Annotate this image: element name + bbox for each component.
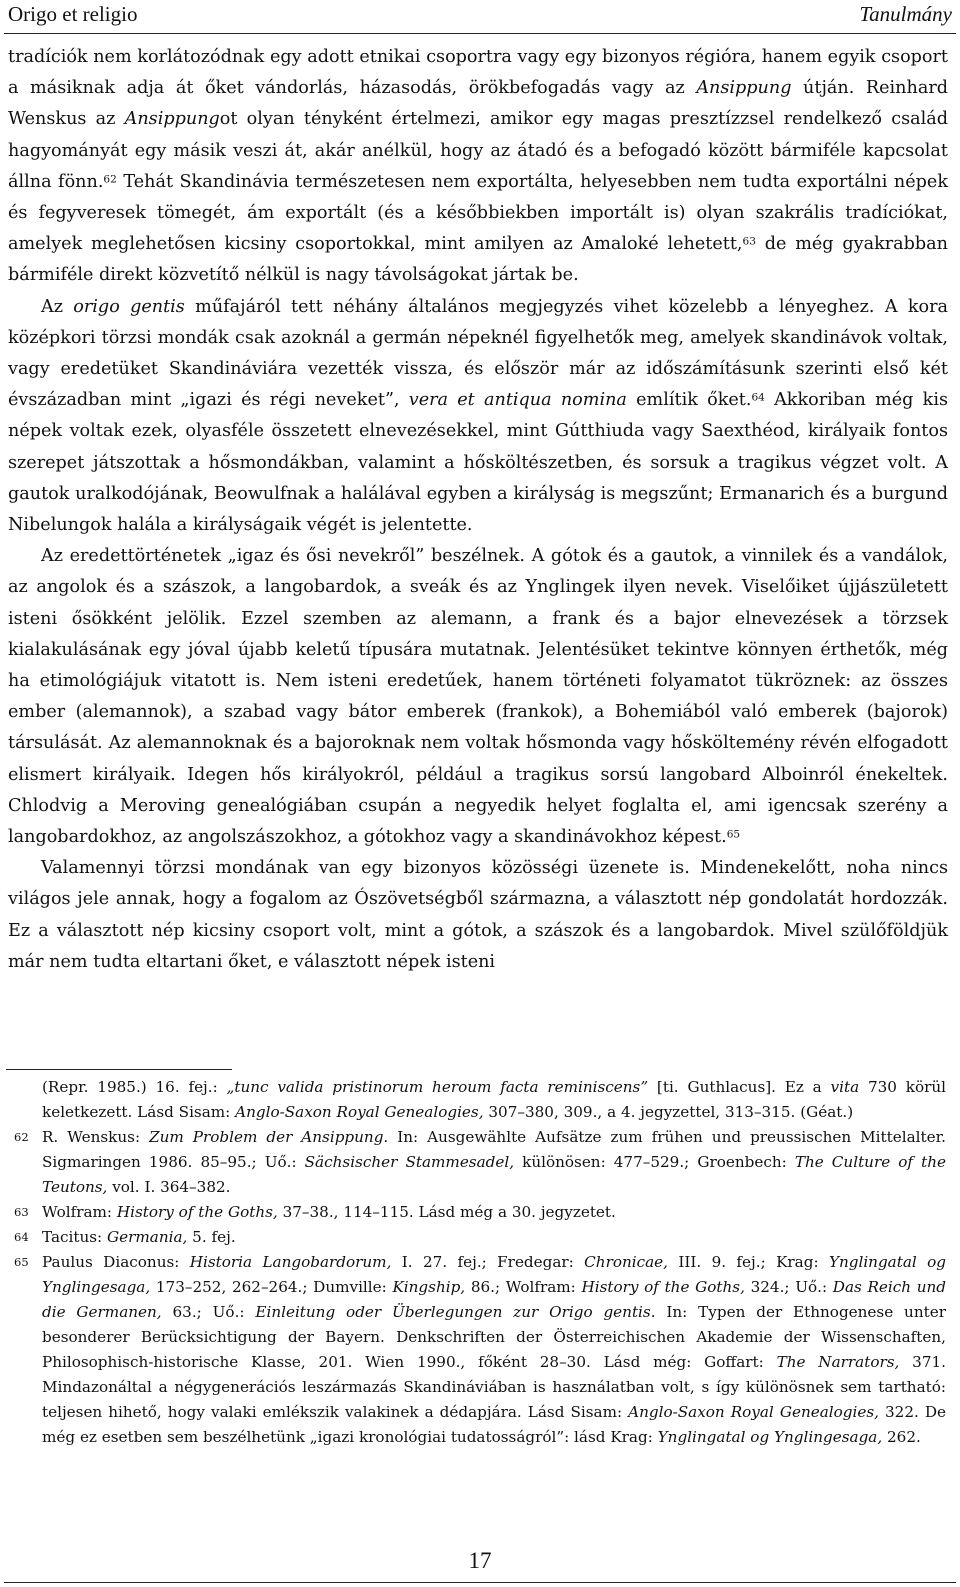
footnote-64 <box>8 1225 946 1250</box>
text-run: 322. De még ez esetben sem beszélhetünk „igazi kronológiai tudatosságról”: lásd Krag: <box>42 1403 947 1446</box>
italic-span: Anglo-Saxon Royal Genealogies, <box>235 1103 484 1121</box>
footnote-number: 62 <box>14 1130 29 1144</box>
footnote-ref: 63 <box>742 235 756 248</box>
paragraph-1 <box>8 42 948 292</box>
text-run: In: Typen der Ethnogenese unter besonderer Berücksichtigung der Bayern. Denkschriften der Österreichischen Akademie der Wissenschaften, Philosophisch-historische Klasse, 201. Wien 1990., főként 28–30. Lásd még: Goffart: <box>42 1303 946 1371</box>
text-run: műfajáról tett néhány általános megjegyzés vihet közelebb a lényeghez. A kora középkori törzsi mondák csak azoknál a germán népeknél figyelhetők meg, amelyek skandinávok voltak, vagy eredetüket Skandináviára vezették vissza, és először már az időszámításunk szerinti első két évszázadban mint „igazi és régi neveket”, <box>8 296 948 411</box>
italic-span: Historia Langobardorum, <box>189 1253 392 1271</box>
paragraph-4 <box>8 853 948 978</box>
italic-span: Chronicae, <box>584 1253 668 1271</box>
italic-span: Ynglingatal og Ynglingesaga, <box>42 1253 946 1296</box>
italic-span: Ansippung <box>696 78 792 99</box>
paragraph-3 <box>8 541 948 853</box>
italic-span: Anglo-Saxon Royal Genealogies, <box>628 1403 879 1421</box>
footnote-text <box>42 1203 616 1221</box>
italic-span: origo gentis <box>73 296 185 317</box>
text-run: III. 9. fej.; Krag: <box>668 1253 829 1271</box>
footnote-continuation <box>8 1075 946 1125</box>
italic-span: Einleitung oder Überlegungen zur Origo gentis. <box>255 1303 656 1321</box>
footnote-ref: 64 <box>751 391 765 404</box>
text-run: 173–252, 262–264.; Dumville: <box>150 1278 393 1296</box>
text-run: 730 körül keletkezett. Lásd Sisam: <box>42 1078 946 1121</box>
italic-span: Ynglingatal og Ynglingesaga, <box>657 1428 883 1446</box>
footnote-continuation-text <box>42 1078 946 1121</box>
text-run: 63.; Uő.: <box>161 1303 256 1321</box>
footnote-rule <box>6 1069 232 1070</box>
text-run: I. 27. fej.; Fredegar: <box>391 1253 585 1271</box>
footnote-number: 64 <box>14 1230 29 1244</box>
text-run: 262. <box>882 1428 921 1446</box>
italic-span: Zum Problem der Ansippung. <box>149 1128 389 1146</box>
footnote-text <box>42 1253 946 1446</box>
footnote-65 <box>8 1250 946 1450</box>
page-number: 17 <box>468 1548 492 1573</box>
text-run: [ti. Guthlacus]. Ez a <box>648 1078 831 1096</box>
section-label: Tanulmány <box>859 2 952 26</box>
italic-span: „tunc valida pristinorum heroum facta reminiscens” <box>226 1078 649 1096</box>
text-run: de még gyakrabban bármiféle direkt közvetítő nélkül is nagy távolságokat jártak be. <box>8 234 948 286</box>
header-rule <box>4 33 956 34</box>
italic-span: Germania, <box>107 1228 188 1246</box>
italic-span: Das Reich und die Germanen, <box>42 1278 946 1321</box>
italic-span: History of the Goths, <box>116 1203 278 1221</box>
running-header <box>8 0 952 30</box>
text-run: útján. Reinhard Wenskus az <box>8 78 948 130</box>
italic-span: The Narrators, <box>776 1353 900 1371</box>
footnote-number: 63 <box>14 1205 29 1219</box>
italic-span: History of the Goths, <box>581 1278 745 1296</box>
italic-span: vita <box>830 1078 860 1096</box>
italic-span: Kingship, <box>392 1278 466 1296</box>
italic-span: The Culture of the Teutons, <box>42 1153 946 1196</box>
italic-span: vera et antiqua nomina <box>408 390 627 411</box>
text-run: R. Wenskus: <box>42 1128 150 1146</box>
italic-span: Ansippung <box>124 109 220 130</box>
text-run: Paulus Diaconus: <box>42 1253 190 1271</box>
paragraph-2 <box>8 292 948 542</box>
text-run: 371. Mindazonáltal a négygenerációs leszármazás Skandináviában is használatban volt, s így különösnek sem tartható: teljesen hihető, hogy valaki emlékszik valakinek a dédapjára. Lásd Sisam: <box>42 1353 946 1421</box>
text-run: Akkoriban még kis népek voltak ezek, olyasféle összetett elnevezésekkel, mint Gútthiuda vagy Saexthéod, királyaik fontos szerepet játszottak a hősmondákban, valamint a hősköltészetben, és sorsuk a tragikus végzet volt. A gautok uralkodójának, Beowulfnak a halálával egyben a királyság is megszűnt; Ermanarich és a burgund Nibelungok halála a királyságaik végét is jelentette. <box>8 390 948 536</box>
footnote-ref: 65 <box>726 828 741 841</box>
text-run: 5. fej. <box>187 1228 236 1246</box>
footnote-63 <box>8 1200 946 1225</box>
text-run: Az <box>41 296 74 317</box>
text-run: vol. I. 364–382. <box>107 1178 231 1196</box>
text-run: 37–38., 114–115. Lásd még a 30. jegyzetet. <box>277 1203 616 1221</box>
text-run: ot olyan tényként értelmezi, amikor egy magas presztízzsel rendelkező család hagyományát egy másik veszi át, akár anélkül, hogy az átadó és a befogadó között bármiféle kapcsolat állna fönn. <box>8 109 948 192</box>
footer-rule <box>4 1582 956 1583</box>
footnote-text <box>42 1228 236 1246</box>
text-run: In: Ausgewählte Aufsätze zum frühen und preussischen Mittelalter. Sigmaringen 1986. 85–95.; Uő.: <box>42 1128 946 1171</box>
text-run: Tacitus: <box>42 1228 107 1246</box>
footnote-text <box>42 1128 946 1196</box>
text-run: Az eredettörténetek „igaz és ősi nevekről” beszélnek. A gótok és a gautok, a vinnilek és a vandálok, az angolok és a szászok, a langobardok, a sveák és az Ynglingek ilyen nevek. Viselőiket újjászületett isteni ősökként jelölik. Ezzel szemben az alemann, a frank és a bajor elnevezések a törzsek kialakulásának egy jóval újabb keletű típusára mutatnak. Jelentésüket tekintve könnyen érthetők, még ha etimológiájuk vitatott is. Nem isteni eredetűek, hanem történeti folyamatot tükröznek: az összes ember (alemannok), a szabad vagy bátor emberek (frankok), a Bohemiából való emberek (bajorok) társulását. Az alemannoknak és a bajoroknak nem voltak hősmonda vagy hősköltemény révén elfogadott elismert királyaik. Idegen hős királyokról, például a tragikus sorsú langobard Alboinról énekeltek. Chlodvig a Meroving genealógiában csupán a negyedik helyet foglalta el, ami igencsak szerény a langobardokhoz, az angolszászokhoz, a gótokhoz vagy a skandinávokhoz képest. <box>8 546 948 848</box>
footnote-62 <box>8 1125 946 1200</box>
text-run: (Repr. 1985.) 16. fej.: <box>42 1078 227 1096</box>
footnote-ref: 62 <box>103 173 117 186</box>
text-run: tradíciók nem korlátozódnak egy adott etnikai csoportra vagy egy bizonyos régióra, hanem egyik csoport a másiknak adja át őket vándorlás, házasodás, örökbefogadás vagy az <box>8 47 948 99</box>
text-run: 307–380, 309., a 4. jegyzettel, 313–315. (Géat.) <box>483 1103 854 1121</box>
text-run: Valamennyi törzsi mondának van egy bizonyos közösségi üzenete is. Mindenekelőtt, noha nincs világos jele annak, hogy a fogalom az Ószövetségből származna, a választott nép gondolatát hordozzák. Ez a választott nép kicsiny csoport volt, mint a gótok, a szászok és a langobardok. Mivel szülőföldjük már nem tudta eltartani őket, e választott népek isteni <box>8 858 948 972</box>
text-run: említik őket. <box>626 390 752 411</box>
main-text <box>8 42 948 978</box>
italic-span: Sächsischer Stammesadel, <box>304 1153 515 1171</box>
journal-title: Origo et religio <box>8 2 138 26</box>
text-run: 86.; Wolfram: <box>465 1278 582 1296</box>
text-run: Tehát Skandinávia természetesen nem exportálta, helyesebben nem tudta exportálni népek és fegyveresek tömegét, ám exportált (és a későbbiekben importált is) olyan szakrális tradíciókat, amelyek meglehetősen kicsiny csoportokkal, mint amilyen az Amaloké lehetett, <box>8 171 948 255</box>
text-run: 324.; Uő.: <box>744 1278 833 1296</box>
footnote-number: 65 <box>14 1255 29 1269</box>
footnotes <box>8 1075 946 1450</box>
text-run: különösen: 477–529.; Groenbech: <box>514 1153 795 1171</box>
text-run: Wolfram: <box>42 1203 117 1221</box>
